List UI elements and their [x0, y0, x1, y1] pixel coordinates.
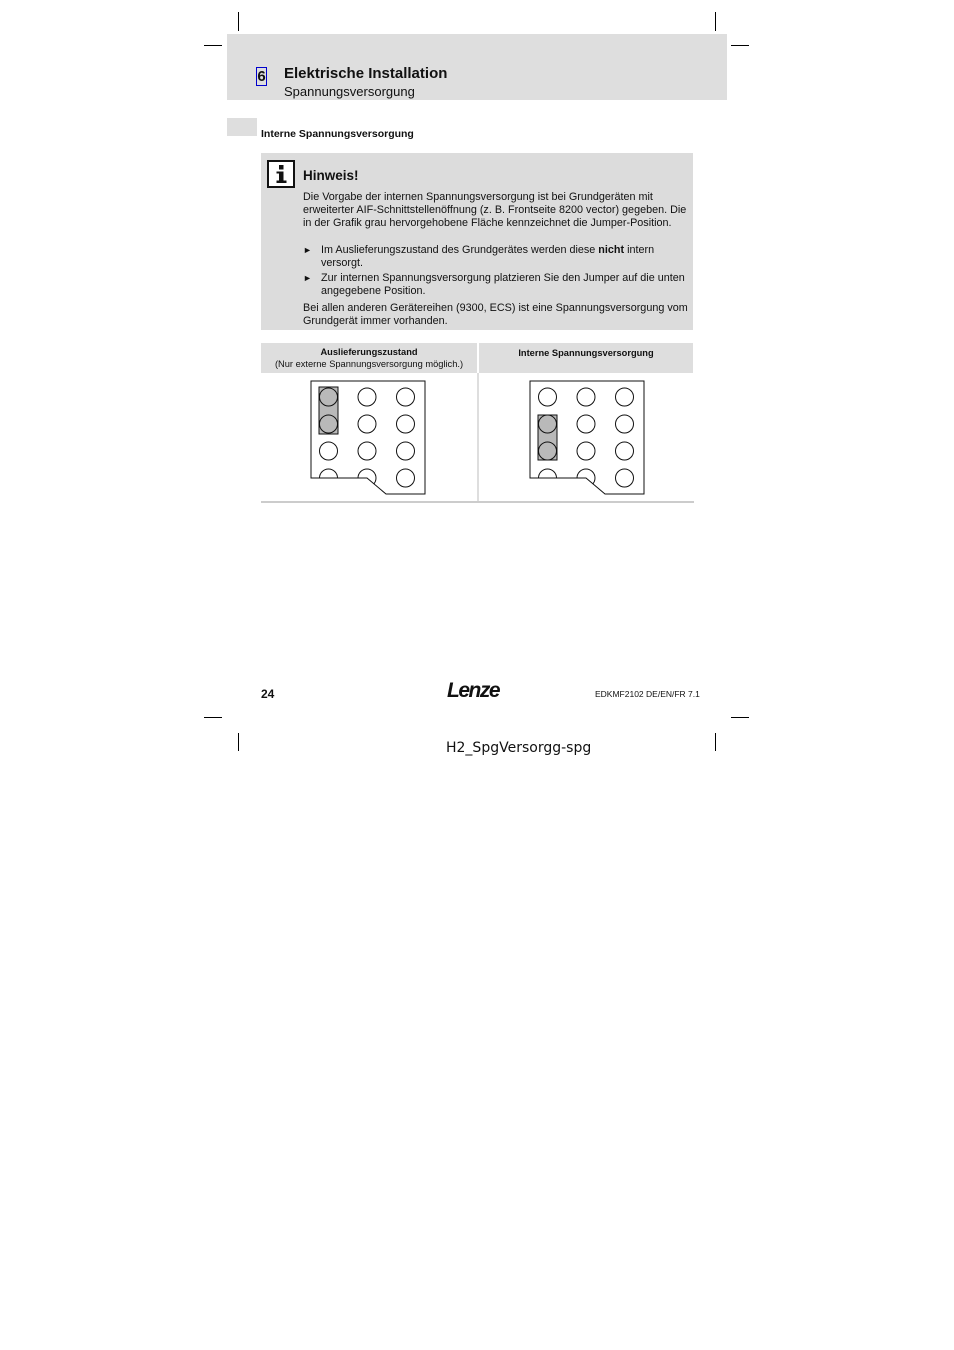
table-header-right [479, 343, 693, 373]
pin [320, 442, 338, 460]
pin [358, 388, 376, 406]
pin [397, 469, 415, 487]
pin [397, 415, 415, 433]
margin-marker [227, 118, 257, 136]
pin [616, 415, 634, 433]
table-header-left [261, 343, 477, 373]
chapter-number-link[interactable]: 6 [257, 68, 266, 85]
pin [616, 442, 634, 460]
pin [358, 415, 376, 433]
bold-emphasis: nicht [598, 244, 625, 256]
jumper-diagram-delivery [310, 380, 428, 497]
jumper-highlight [538, 415, 557, 460]
crop-mark [204, 717, 222, 718]
crop-mark [715, 733, 716, 751]
chapter-subtitle: Spannungsversorgung [284, 84, 415, 99]
pin [397, 388, 415, 406]
jumper-diagram-internal [529, 380, 647, 497]
crop-mark [238, 733, 239, 751]
crop-mark [238, 12, 239, 31]
jumper-highlight [319, 387, 338, 434]
note-bullet [303, 244, 688, 270]
column-divider [477, 373, 479, 501]
crop-mark [731, 717, 749, 718]
pin [539, 388, 557, 406]
lenze-logo: Lenze [447, 679, 500, 702]
crop-mark [715, 12, 716, 31]
bullet-text: Zur internen Spannungsversorgung platzieren Sie den Jumper auf die unten angegebene Position. [321, 272, 685, 297]
file-label: H2_SpgVersorgg-spg [446, 740, 592, 756]
bullet-arrow-icon: ► [303, 245, 312, 255]
note-paragraph: Die Vorgabe der internen Spannungsversorgung ist bei Grundgeräten mit erweiterter AIF-Schnittstellenöffnung (z. B. Frontseite 8200 vector) gegeben. Die in der Grafik grau hervorgehobene Fläche kennzeichnet die Jumper-Position. [303, 191, 687, 229]
pin [358, 442, 376, 460]
chapter-title: Elektrische Installation [284, 65, 448, 82]
pin [616, 388, 634, 406]
crop-mark [204, 45, 222, 46]
bullet-arrow-icon: ► [303, 273, 312, 283]
table-bottom-rule [261, 501, 694, 503]
crop-mark [731, 45, 749, 46]
note-bullet [303, 272, 688, 298]
bullet-text: Im Auslieferungszustand des Grundgerätes werden diese nicht intern versorgt. [321, 244, 655, 269]
header-sublabel: (Nur externe Spannungsversorgung möglich.) [274, 358, 464, 369]
page-number: 24 [261, 687, 275, 701]
pin [577, 442, 595, 460]
info-icon [267, 160, 295, 188]
pin [616, 469, 634, 487]
pin [397, 442, 415, 460]
section-heading: Interne Spannungsversorgung [261, 128, 414, 140]
pin [577, 388, 595, 406]
note-title: Hinweis! [303, 168, 359, 183]
header-label: Auslieferungszustand [320, 347, 418, 357]
note-paragraph: Bei allen anderen Gerätereihen (9300, ECS) ist eine Spannungsversorgung vom Grundgerät immer vorhanden. [303, 302, 688, 327]
header-label: Interne Spannungsversorgung [518, 348, 654, 358]
pin [577, 415, 595, 433]
document-code: EDKMF2102 DE/EN/FR 7.1 [595, 689, 700, 699]
